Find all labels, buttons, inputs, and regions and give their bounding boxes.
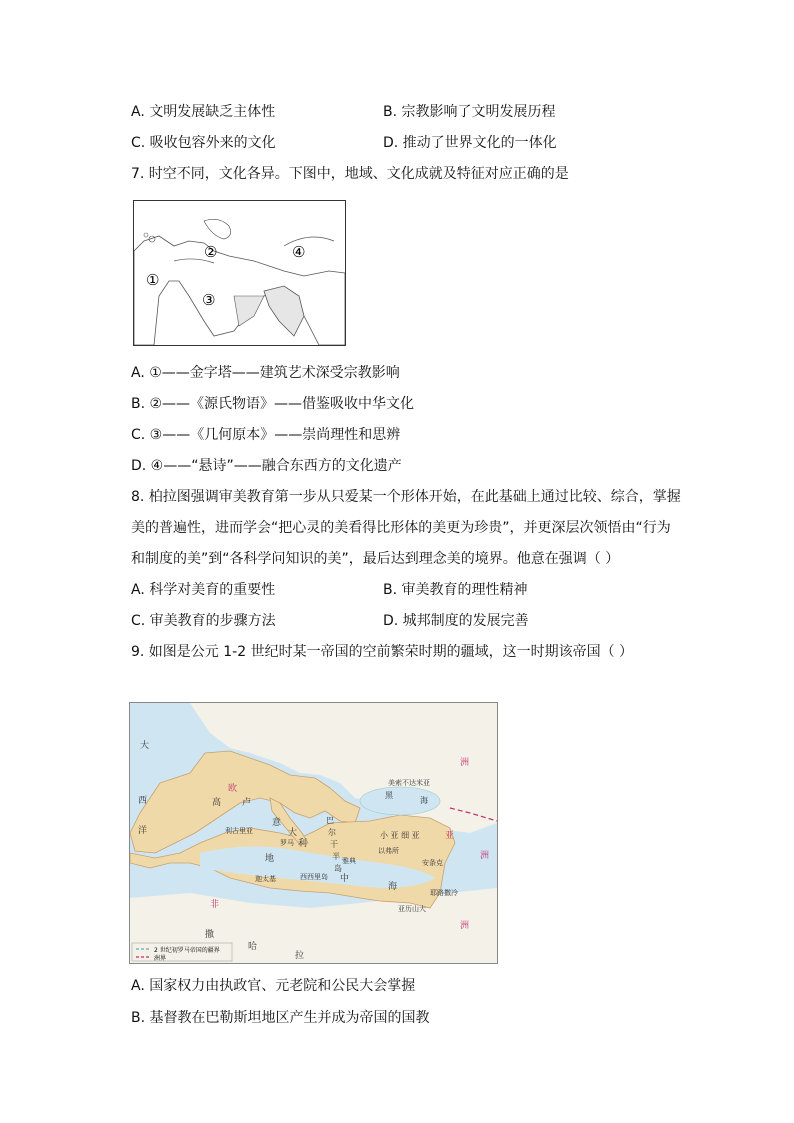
legend-item-border: 2 世纪初罗马帝国的疆界 (154, 947, 220, 954)
label-luoma: 罗马 (280, 839, 294, 847)
q8-option-d: D. 城邦制度的发展完善 (383, 613, 529, 629)
label-er: 尔 (328, 828, 336, 837)
label-la: 拉 (295, 951, 305, 961)
label-hei: 黑 (385, 791, 393, 800)
q6-option-d: D. 推动了世界文化的一体化 (383, 135, 557, 151)
legend-item-continent: 洲界 (154, 955, 167, 962)
q6-option-a: A. 文明发展缺乏主体性 (131, 104, 276, 120)
q7-map (133, 200, 346, 346)
map-marker-4: ④ (292, 243, 306, 261)
q7-option-b: B. ②——《源氏物语》——借鉴吸收中华文化 (131, 396, 415, 412)
map-marker-2: ② (204, 243, 218, 261)
q8-stem-line-3: 和制度的美”到“各科学问知识的美”，最后达到理念美的境界。他意在强调（ ） (131, 551, 620, 567)
q9-stem: 9. 如图是公元 1-2 世纪时某一帝国的空前繁荣时期的疆域，这一时期该帝国（ ） (131, 644, 634, 660)
label-gao: 高 (212, 798, 222, 808)
q9-option-a: A. 国家权力由执政官、元老院和公民大会掌握 (131, 978, 416, 994)
label-ban: 半 (332, 852, 340, 861)
label-jiaotu: 迦太基 (255, 875, 276, 883)
q8-stem-line-2: 美的普遍性，进而学会“把心灵的美看得比形体的美更为珍贵”，并更深层次领悟由“行为 (131, 520, 671, 536)
label-ou: 欧 (228, 784, 238, 794)
label-dao: 岛 (334, 864, 342, 873)
label-lu: 卢 (242, 798, 252, 808)
label-sea-yang: 洋 (138, 826, 148, 836)
label-yalishan: 亚历山大 (398, 905, 426, 913)
label-gan: 干 (330, 840, 338, 849)
q9-map-drawing (130, 703, 497, 963)
label-city-d: 耶路撒冷 (430, 889, 458, 897)
q9-option-b: B. 基督教在巴勒斯坦地区产生并成为帝国的国教 (131, 1010, 430, 1026)
label-sa: 撒 (205, 930, 215, 940)
label-xiao-ya: 小 亚 细 亚 (380, 831, 420, 840)
q8-option-a: A. 科学对美育的重要性 (131, 582, 276, 598)
q8-option-b: B. 审美教育的理性精神 (383, 582, 528, 598)
label-liguli: 利古里亚 (225, 827, 253, 835)
label-city-c: 安条克 (422, 859, 443, 867)
label-ya: 亚 (445, 831, 455, 841)
label-yi: 意 (272, 818, 282, 828)
map-marker-3: ③ (202, 291, 216, 309)
q7-option-c: C. ③——《几何原本》——崇尚理性和思辨 (131, 427, 401, 443)
label-da2: 大 (288, 828, 298, 838)
label-sea-xi: 西 (138, 796, 148, 806)
q6-option-c: C. 吸收包容外来的文化 (131, 135, 276, 151)
label-zhong: 中 (340, 874, 350, 884)
map-marker-1: ① (146, 271, 160, 289)
q6-option-b: B. 宗教影响了文明发展历程 (383, 104, 556, 120)
label-zhou-1: 洲 (460, 758, 470, 768)
label-fei: 非 (210, 900, 220, 910)
label-hai: 海 (420, 796, 428, 805)
q7-stem: 7. 时空不同，文化各异。下图中，地域、文化成就及特征对应正确的是 (131, 166, 569, 182)
q7-map-drawing (134, 201, 345, 345)
label-ha: 哈 (248, 942, 258, 952)
label-sea-da: 大 (140, 741, 150, 751)
label-zhou-2: 洲 (480, 851, 490, 861)
label-city-b: 以弗所 (378, 847, 399, 855)
label-xixili: 西西里岛 (300, 873, 328, 881)
label-di: 地 (265, 854, 275, 864)
label-li: 利 (298, 839, 308, 849)
q7-option-a: A. ①——金字塔——建筑艺术深受宗教影响 (131, 365, 400, 381)
label-bian: 巴 (326, 816, 334, 825)
q8-stem-line-1: 8. 柏拉图强调审美教育第一步从只爱某一个形体开始，在此基础上通过比较、综合，掌握 (131, 489, 681, 505)
q9-map-legend (132, 943, 232, 962)
q8-option-c: C. 审美教育的步骤方法 (131, 613, 276, 629)
label-zhou-3: 洲 (460, 921, 470, 931)
label-hai-2: 海 (388, 882, 398, 892)
label-baiye: 美索不达米亚 (388, 779, 430, 787)
q7-option-d: D. ④——“悬诗”——融合东西方的文化遗产 (131, 458, 402, 474)
label-city-a: 雅典 (342, 857, 356, 865)
q9-map (129, 702, 498, 964)
